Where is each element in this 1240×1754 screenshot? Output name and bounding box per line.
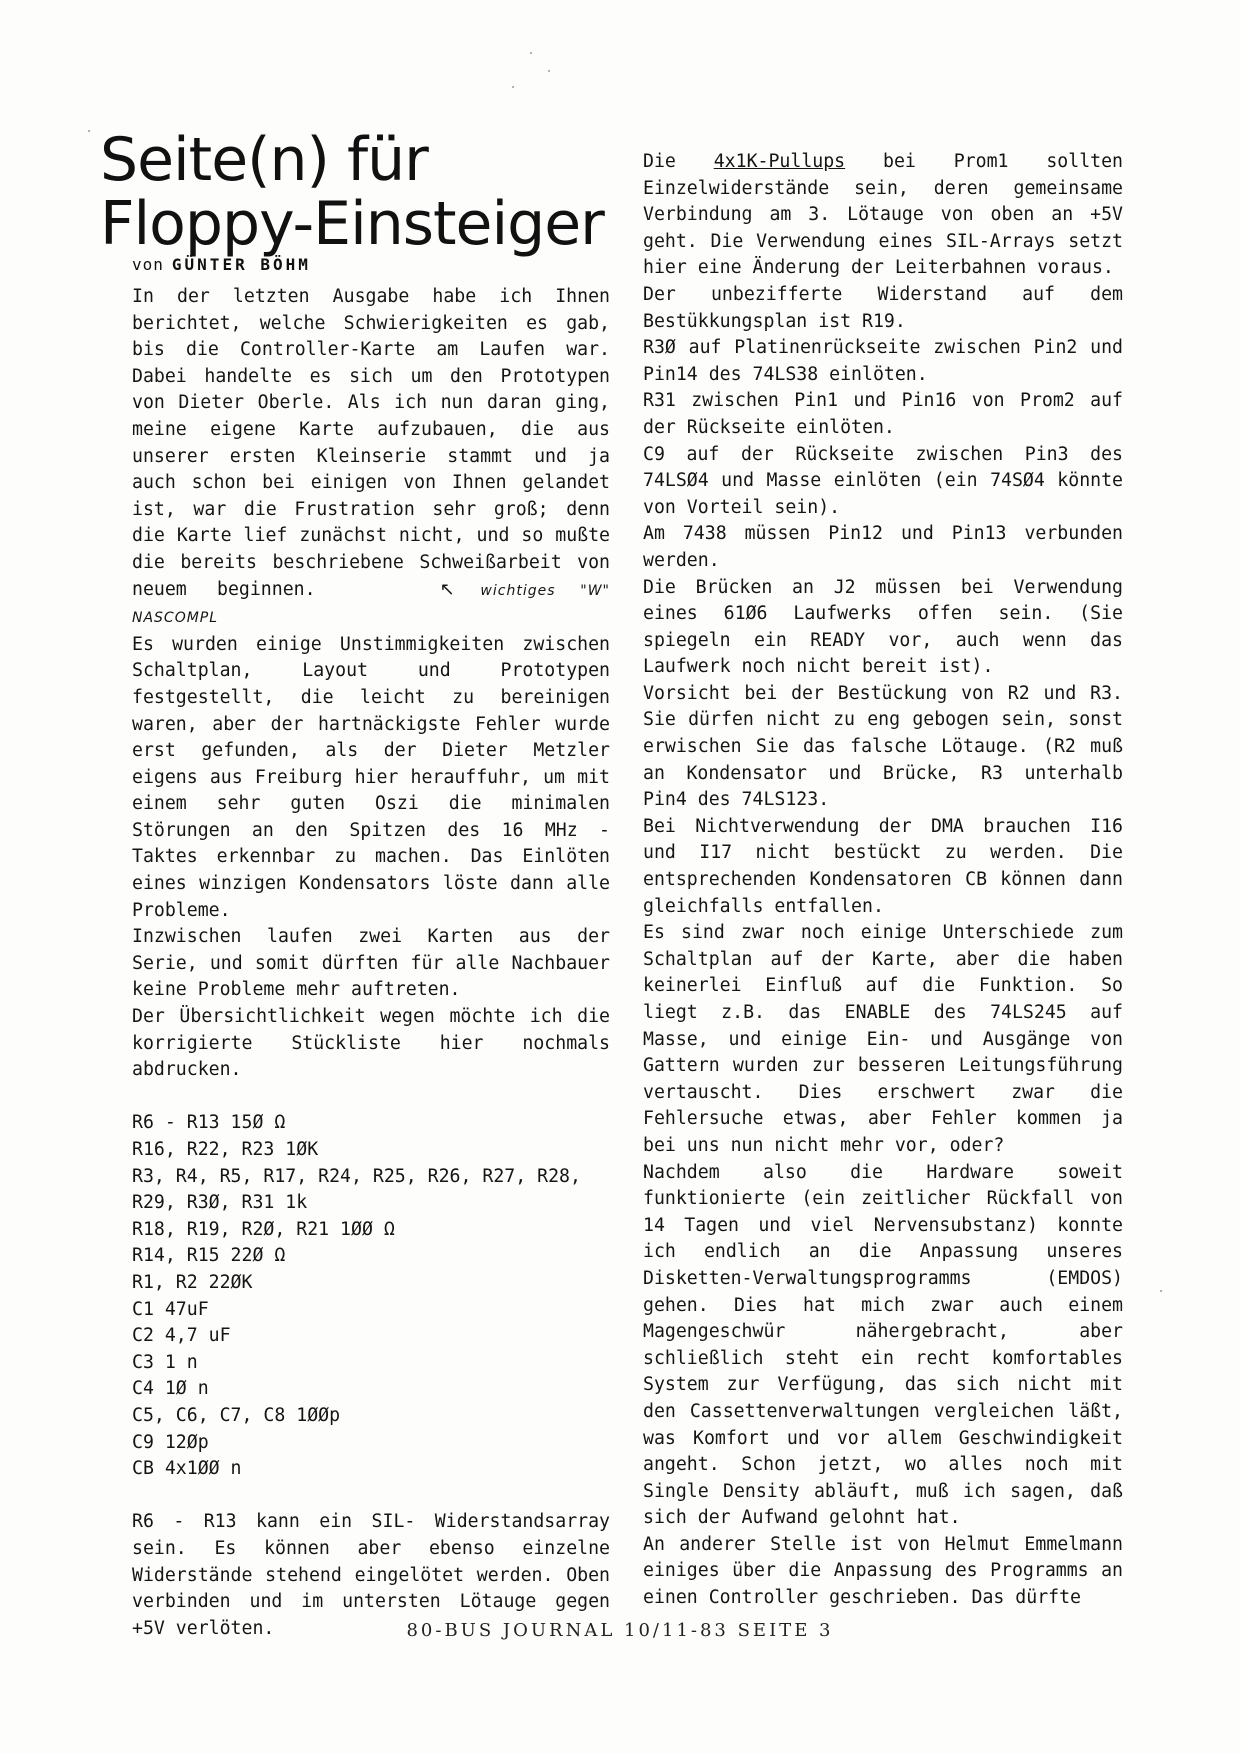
- title-line-2: Floppy-Einsteiger: [100, 189, 604, 259]
- parts-list-item: C3 1 n: [132, 1351, 198, 1373]
- parts-list-item: C5, C6, C7, C8 1ØØp: [132, 1404, 341, 1426]
- arrow-icon: ↖: [439, 578, 456, 600]
- parts-list-item: R6 - R13 15Ø Ω: [132, 1112, 286, 1134]
- paragraph-pullups: [643, 149, 1123, 282]
- page-footer: 80-BUS JOURNAL 10/11-83 SEITE 3: [406, 1620, 834, 1641]
- parts-list-item: R18, R19, R2Ø, R21 1ØØ Ω: [132, 1218, 395, 1240]
- parts-list-item: R1, R2 22ØK: [132, 1271, 253, 1293]
- parts-list-item: R3, R4, R5, R17, R24, R25, R26, R27, R28,: [132, 1165, 581, 1187]
- paragraph-emdos: Nachdem also die Hardware soweit funktionierte (ein zeitlicher Rückfall von 14 Tagen und viel Nervensubstanz) konnte ich endlich an die Anpassung unseres Disketten-Verwaltungsprogramms (EMDOS) gehen. Dies hat mich zwar auch einem Magengeschwür nähergebracht, aber schließlich steht ein recht komfortables System zur Verfügung, das sich nicht mit den Cassettenverwaltungen vergleichen läßt, was Komfort und vor allem Geschwindigkeit angeht. Schon jetzt, wo alles noch mit Single Density abläuft, muß ich sagen, daß sich der Aufwand gelohnt hat.: [643, 1161, 1123, 1529]
- author-name: GÜNTER BÖHM: [171, 255, 311, 274]
- byline: [132, 255, 311, 274]
- paragraph-r31: R31 zwischen Pin1 und Pin16 von Prom2 auf der Rückseite einlöten.: [643, 390, 1123, 438]
- article-title: [100, 125, 604, 259]
- pullups-pre: Die: [643, 151, 676, 172]
- paragraph-emmelmann: An anderer Stelle ist von Helmut Emmelmann einiges über die Anpassung des Programms an einen Controller geschrieben. Das dürfte: [643, 1533, 1123, 1609]
- paragraph-differences: Es sind zwar noch einige Unterschiede zum Schaltplan auf der Karte, aber die haben keinerlei Einfluß auf die Funktion. So liegt z.B. das ENABLE des 74LS245 auf Masse, und einige Ein- und Ausgänge von Gattern wurden zur besseren Leitungsführung vertauscht. Dies erschwert zwar die Fehlersuche etwas, aber Fehler kommen ja bei uns nun nicht mehr vor, oder?: [643, 922, 1123, 1156]
- paragraph-c9: C9 auf der Rückseite zwischen Pin3 des 74LSØ4 und Masse einlöten (ein 74SØ4 könnte von Vorteil sein).: [643, 443, 1123, 518]
- paragraph-dma: Bei Nichtverwendung der DMA brauchen I16 und I17 nicht bestückt zu werden. Die entsprechenden Kondensatoren CB können dann gleichfalls entfallen.: [643, 815, 1123, 917]
- parts-list-item: CB 4x1ØØ n: [132, 1458, 242, 1480]
- parts-list-item: C1 47uF: [132, 1298, 209, 1320]
- parts-list-item: C9 12Øp: [132, 1431, 209, 1453]
- parts-list: [132, 1110, 610, 1482]
- parts-list-item: C2 4,7 uF: [132, 1325, 231, 1347]
- paragraph-7438: Am 7438 müssen Pin12 und Pin13 verbunden werden.: [643, 523, 1123, 571]
- parts-list-item: R16, R22, R23 1ØK: [132, 1139, 319, 1160]
- paragraph-sil-array: R6 - R13 kann ein SIL- Widerstandsarray sein. Es können aber ebenso einzelne Widerstände stehend eingelötet werden. Oben verbinden und im untersten Lötauge gegen +5V verlöten.: [132, 1511, 610, 1639]
- title-line-1: Seite(n) für: [100, 125, 428, 195]
- pullups-underlined: 4x1K-Pullups: [713, 151, 846, 172]
- byline-von: von: [132, 255, 164, 274]
- paragraph-debugging: Es wurden einige Unstimmigkeiten zwischen Schaltplan, Layout und Prototypen festgestellt, die leicht zu bereinigen waren, aber der hartnäckigste Fehler wurde erst gefunden, als der Dieter Metzler eigens aus Freiburg hier herauffuhr, um mit einem sehr guten Oszi die minimalen Störungen an den Spitzen des 16 MHz - Taktes erkennbar zu machen. Das Einlöten eines winzigen Kondensators löste dann alle Probleme.: [132, 633, 610, 921]
- pullups-post: bei Prom1 sollten Einzelwiderstände sein, deren gemeinsame Verbindung am 3. Lötauge von oben an +5V geht. Die Verwendung eines SIL-Arrays setzt hier eine Änderung der Leiterbahnen voraus.: [643, 151, 1123, 279]
- paragraph-r30: R3Ø auf Platinenrückseite zwischen Pin2 und Pin14 des 74LS38 einlöten.: [643, 337, 1123, 385]
- right-column: [643, 149, 1123, 1612]
- left-column: [132, 284, 610, 1642]
- parts-list-item: R14, R15 22Ø Ω: [132, 1245, 286, 1267]
- paragraph-j2: Die Brücken an J2 müssen bei Verwendung eines 61Ø6 Laufwerks offen sein. (Sie spiegeln ein READY vor, auch wenn das Laufwerk noch nicht bereit ist).: [643, 576, 1123, 678]
- paragraph-r2-r3: Vorsicht bei der Bestückung von R2 und R3. Sie dürfen nicht zu eng gebogen sein, sonst erwischen Sie das falsche Lötauge. (R2 muß an Kondensator und Brücke, R3 unterhalb Pin4 des 74LS123.: [643, 682, 1123, 811]
- paragraph-partslist-intro: Der Übersichtlichkeit wegen möchte ich die korrigierte Stückliste hier nochmals abdrucken.: [132, 1006, 610, 1081]
- paragraph-series: Inzwischen laufen zwei Karten aus der Serie, und somit dürften für alle Nachbauer keine Probleme mehr auftreten.: [132, 926, 610, 1001]
- parts-list-item: C4 1Ø n: [132, 1378, 209, 1400]
- paragraph-r19: Der unbezifferte Widerstand auf dem Bestükkungsplan ist R19.: [643, 283, 1123, 332]
- parts-list-item: R29, R3Ø, R31 1k: [132, 1192, 308, 1214]
- handwritten-note-text: wichtiges "W" NASCOMPL: [132, 582, 610, 627]
- paragraph-intro-text: In der letzten Ausgabe habe ich Ihnen berichtet, welche Schwierigkeiten es gab, bis die Controller-Karte am Laufen war. Dabei handelte es sich um den Prototypen von Dieter Oberle. Als ich nun daran ging, meine eigene Karte aufzubauen, die aus unserer ersten Kleinserie stammt und ja auch schon bei einigen von Ihnen gelandet ist, war die Frustration sehr groß; denn die Karte lief zunächst nicht, und so mußte die bereits beschriebene Schweißarbeit von neuem beginnen.: [132, 286, 610, 600]
- paragraph-intro: [132, 284, 610, 632]
